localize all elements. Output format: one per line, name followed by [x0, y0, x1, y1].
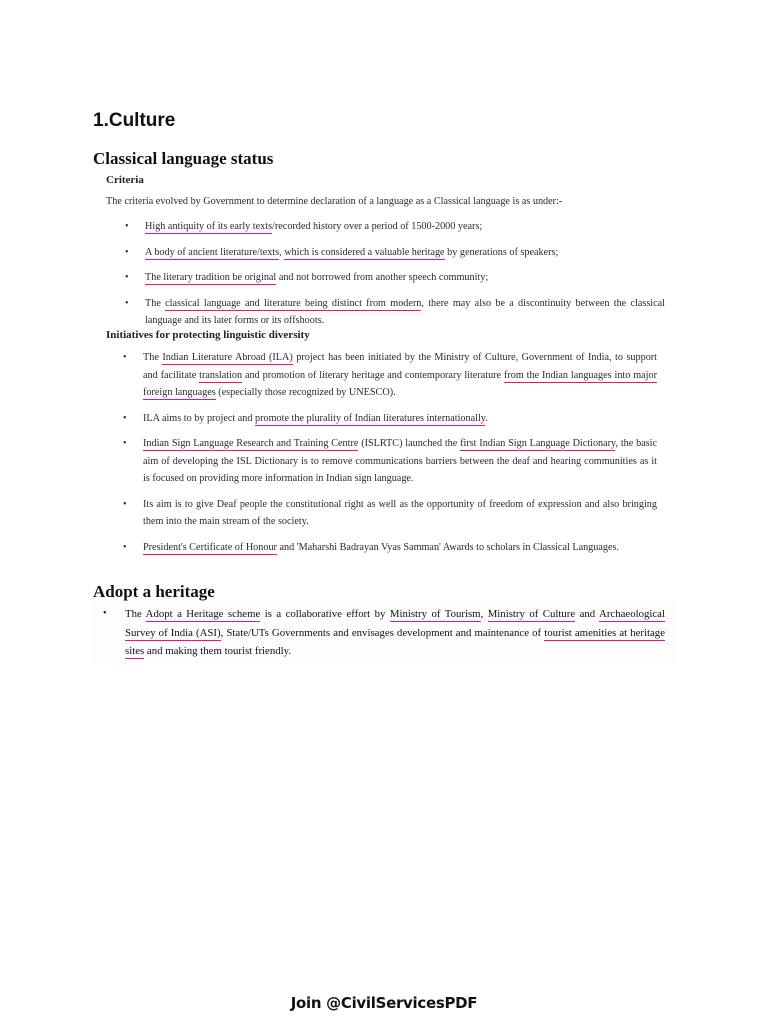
criteria-intro: The criteria evolved by Government to determine declaration of a language as a Classical language is as under:- [106, 196, 563, 207]
bullet-icon: • [125, 272, 129, 283]
bullet-icon: • [123, 352, 127, 363]
bullet-icon: • [125, 246, 129, 258]
item-text: (ISLRTC) launched the [358, 438, 461, 449]
item-text: , State/UTs Governments and envisages development and maintenance of [220, 626, 545, 639]
list-item [125, 295, 665, 330]
page-title: 1.Culture [93, 110, 176, 131]
item-text: and making them tourist friendly. [144, 645, 292, 657]
item-text: , [480, 608, 488, 620]
item-text: (especially those recognized by UNESCO). [215, 387, 396, 398]
initiatives-list [123, 349, 658, 564]
item-text: and not borrowed from another speech community; [276, 272, 489, 283]
highlighted-text: from the Indian languages into major foreign languages [143, 369, 657, 398]
bullet-icon: • [123, 438, 127, 449]
highlighted-text: translation [199, 369, 243, 381]
highlighted-text: High antiquity of its early texts [145, 221, 273, 232]
section-heading-adopt-heritage: Adopt a heritage [93, 582, 215, 601]
bullet-icon: • [125, 297, 129, 309]
highlighted-text: The literary tradition be original [145, 272, 277, 283]
criteria-list [125, 218, 665, 338]
list-item [123, 496, 657, 531]
item-text: and promotion of literary heritage and contemporary literature [242, 369, 504, 381]
item-text: , the basic aim of developing the ISL Dictionary is to remove communications barriers between the deaf and hearing communities as it is focused on providing more information in Indian sign language. [143, 438, 658, 484]
item-text: The [145, 297, 166, 309]
list-item [123, 435, 658, 488]
item-text: Its aim is to give Deaf people the constitutional right as well as the opportunity of freedom of expression and also bringing them into the main stream of the society. [143, 498, 657, 527]
highlighted-text: Archaeological Survey of India (ASI) [125, 608, 665, 639]
list-item [125, 218, 665, 236]
highlighted-text: Indian Literature Abroad (ILA) [162, 352, 293, 363]
item-text: ILA aims to by project and [143, 412, 256, 424]
highlighted-text: Ministry of Culture [487, 608, 576, 620]
list-item [125, 244, 665, 262]
highlighted-text: which is considered a valuable heritage [284, 246, 445, 258]
item-text: , there may also be a discontinuity between the classical language and its later forms or its offshoots. [145, 297, 665, 326]
list-item [125, 269, 665, 287]
item-text: is a collaborative effort by [260, 608, 390, 620]
item-text: by generations of speakers; [444, 246, 559, 258]
list-item [123, 410, 657, 428]
list-item [123, 539, 657, 557]
item-text: The [143, 352, 163, 363]
highlighted-text: tourist amenities at heritage sites [125, 626, 665, 657]
highlighted-text: promote the plurality of Indian literatures internationally [255, 412, 486, 424]
bullet-icon: • [125, 221, 129, 232]
highlighted-text: A body of ancient literature/texts [145, 246, 280, 258]
item-text: , [279, 246, 285, 258]
initiatives-heading: Initiatives for protecting linguistic diversity [106, 329, 310, 341]
list-item [103, 605, 665, 661]
footer-link[interactable]: Join @CivilServicesPDF [290, 994, 478, 1012]
item-text: . [485, 412, 488, 424]
bullet-icon: • [123, 498, 127, 510]
item-text: project has been initiated by the Ministry of Culture, Government of India, to support and facilitate [143, 352, 658, 381]
highlighted-text: classical language and literature being distinct from modern [165, 297, 422, 309]
item-text: The [125, 608, 146, 620]
item-text: and [575, 608, 600, 620]
item-text: /recorded history over a period of 1500-2000 years; [272, 221, 483, 232]
criteria-heading: Criteria [106, 174, 144, 186]
bullet-icon: • [103, 608, 107, 619]
highlighted-text: President's Certificate of Honour [143, 541, 277, 553]
highlighted-text: Adopt a Heritage scheme [145, 608, 261, 620]
bullet-icon: • [123, 412, 127, 424]
highlighted-text: Ministry of Tourism [389, 608, 481, 620]
highlighted-text: first Indian Sign Language Dictionary [460, 438, 616, 449]
list-item [123, 349, 658, 402]
heritage-list [103, 605, 665, 669]
highlighted-text: Indian Sign Language Research and Training Centre [143, 438, 359, 449]
bullet-icon: • [123, 541, 127, 553]
item-text: and 'Maharshi Badrayan Vyas Samman' Awards to scholars in Classical Languages. [276, 541, 620, 553]
section-heading-classical-language: Classical language status [93, 149, 274, 168]
